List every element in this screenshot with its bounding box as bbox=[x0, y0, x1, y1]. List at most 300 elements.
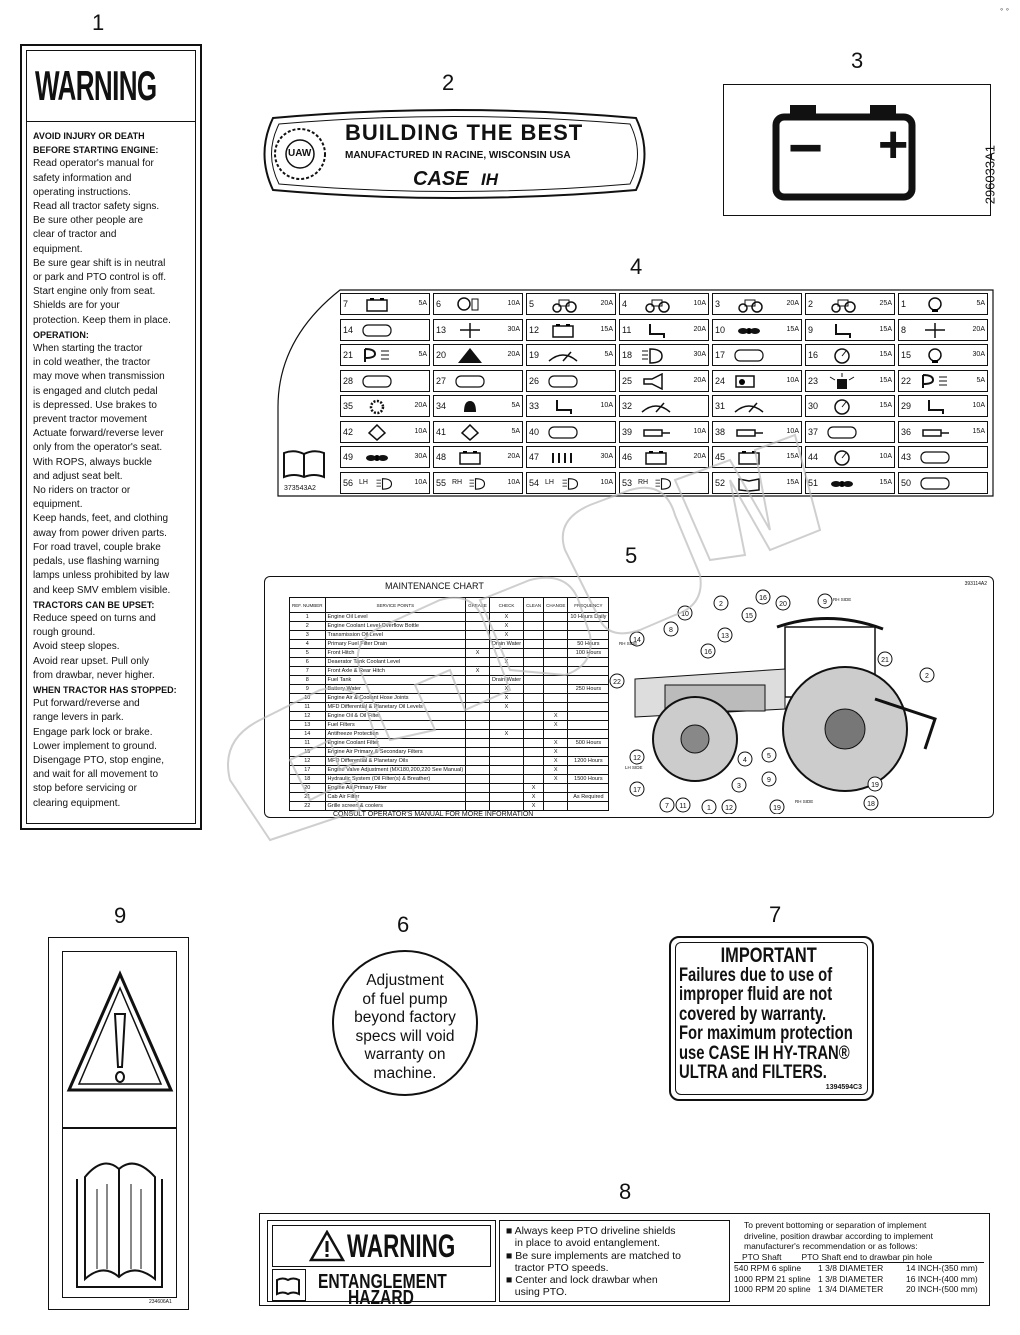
maintenance-cell bbox=[568, 712, 609, 721]
gauge-icon bbox=[826, 449, 858, 466]
callout-1 bbox=[702, 800, 716, 814]
blank-icon bbox=[733, 347, 765, 364]
maintenance-cell: 2 bbox=[290, 622, 326, 631]
maintenance-cell bbox=[466, 775, 490, 784]
fuse-number: 44 bbox=[808, 452, 819, 462]
fuse-number: 40 bbox=[529, 426, 540, 437]
decal-warning-safety bbox=[20, 44, 202, 830]
maintenance-cell bbox=[489, 748, 523, 757]
warning-line: Lower implement to ground. bbox=[33, 740, 157, 752]
svg-text:17: 17 bbox=[633, 787, 641, 794]
maintenance-cell bbox=[544, 802, 568, 811]
maintenance-cell: Engine Air Primary & Secondary Filters bbox=[325, 748, 466, 757]
fuse-cell-51 bbox=[805, 472, 895, 494]
hazard-line-1: ENTANGLEMENT bbox=[318, 1271, 447, 1293]
warning-line: Start engine only from seat. bbox=[33, 286, 156, 298]
fuse-cell-55 bbox=[433, 472, 523, 494]
fuse-cell-32 bbox=[619, 395, 709, 417]
maintenance-cell bbox=[466, 739, 490, 748]
fuse-cell-42 bbox=[340, 421, 430, 443]
fuse-cell-17 bbox=[712, 344, 802, 366]
fuse-number: 50 bbox=[901, 477, 912, 488]
fuse-cell-15 bbox=[898, 344, 988, 366]
fuel-pump-line: of fuel pump bbox=[362, 990, 448, 1008]
fuse-number: 18 bbox=[622, 350, 633, 360]
callout-21 bbox=[878, 652, 892, 666]
part-label-1: 1 bbox=[92, 10, 105, 35]
maintenance-row bbox=[290, 757, 609, 766]
fuse-amperage: 10A bbox=[693, 300, 706, 307]
fuse-cell-37 bbox=[805, 421, 895, 443]
fuse-number: 34 bbox=[436, 401, 447, 411]
svg-text:15: 15 bbox=[745, 613, 753, 620]
maintenance-cell: X bbox=[489, 685, 523, 694]
fuse-number: 22 bbox=[901, 375, 912, 386]
rh-side-label-1: RH SIDE bbox=[619, 641, 638, 646]
small-book-icon bbox=[273, 1270, 303, 1298]
maintenance-cell bbox=[524, 676, 544, 685]
fuse-amperage: 10A bbox=[600, 402, 613, 409]
drawbar-cell: 14 INCH-(350 mm) bbox=[905, 1263, 978, 1273]
maintenance-cell bbox=[466, 712, 490, 721]
fuel-pump-line: machine. bbox=[373, 1064, 437, 1082]
maintenance-cell: X bbox=[544, 757, 568, 766]
maintenance-cell bbox=[524, 730, 544, 739]
drawbar-intro-line: To prevent bottoming or separation of implement bbox=[744, 1220, 927, 1230]
battery-icon bbox=[640, 449, 672, 466]
maintenance-cell: Fuel Tank bbox=[325, 676, 466, 685]
radio-icon bbox=[733, 373, 765, 390]
maintenance-cell bbox=[524, 649, 544, 658]
case-brand: CASE bbox=[413, 168, 469, 190]
fuse-amperage: 30A bbox=[600, 453, 613, 460]
maintenance-row bbox=[290, 613, 609, 622]
fuse-cell-31 bbox=[712, 395, 802, 417]
fuse-amperage: 20A bbox=[693, 325, 706, 333]
manual-box bbox=[272, 1269, 306, 1301]
maintenance-cell bbox=[489, 739, 523, 748]
maintenance-cell bbox=[544, 631, 568, 640]
fuse-number: 13 bbox=[436, 324, 447, 335]
maintenance-cell bbox=[544, 622, 568, 631]
fuse-amperage: 15A bbox=[972, 427, 985, 435]
gear-icon bbox=[361, 398, 393, 415]
uaw-label: UAW bbox=[288, 148, 312, 159]
maintenance-cell: 6 bbox=[290, 658, 326, 667]
fuse-number: 55 bbox=[436, 477, 447, 488]
fuse-number: 49 bbox=[343, 452, 354, 462]
svg-text:18: 18 bbox=[867, 801, 875, 808]
maintenance-cell bbox=[466, 757, 490, 766]
fuse-number: 53 bbox=[622, 477, 633, 488]
maintenance-cell bbox=[524, 775, 544, 784]
maintenance-cell bbox=[466, 730, 490, 739]
park-icon bbox=[361, 347, 393, 364]
fuse-number: 4 bbox=[622, 299, 628, 309]
part-code: 296033A1 bbox=[982, 145, 997, 205]
maintenance-row bbox=[290, 694, 609, 703]
hazard-icon bbox=[454, 347, 486, 364]
maintenance-cell: 5 bbox=[290, 649, 326, 658]
maintenance-cell: 17 bbox=[290, 766, 326, 775]
maintenance-cell: Drain Water bbox=[489, 676, 523, 685]
seat-icon bbox=[826, 322, 858, 339]
maintenance-cell bbox=[544, 685, 568, 694]
maintenance-cell: X bbox=[544, 766, 568, 775]
bell-icon bbox=[454, 398, 486, 415]
maintenance-cell: 11 bbox=[290, 703, 326, 712]
maintenance-row bbox=[290, 667, 609, 676]
fan-icon bbox=[361, 449, 393, 466]
warning-line: equipment. bbox=[33, 499, 83, 511]
fuse-cell-49 bbox=[340, 446, 430, 468]
fuse-cell-38 bbox=[712, 421, 802, 443]
svg-text:20: 20 bbox=[779, 601, 787, 608]
maintenance-cell: 50 Hours bbox=[568, 640, 609, 649]
maintenance-cell bbox=[489, 721, 523, 730]
maintenance-cell: Deaerator Tank Coolant Level bbox=[325, 658, 466, 667]
maintenance-row bbox=[290, 766, 609, 775]
horn-icon bbox=[640, 373, 672, 390]
blank-icon bbox=[361, 322, 393, 339]
warning-line: Put forward/reverse and bbox=[33, 698, 140, 710]
drawbar-cell: 20 INCH-(500 mm) bbox=[905, 1284, 978, 1294]
seat-icon bbox=[640, 322, 672, 339]
maintenance-cell bbox=[544, 640, 568, 649]
wiper-icon bbox=[733, 398, 765, 415]
fuse-number: 16 bbox=[808, 350, 819, 360]
callout-9 bbox=[762, 772, 776, 786]
fuse-number: 37 bbox=[808, 426, 819, 437]
decal-warning-manual bbox=[48, 937, 189, 1310]
maintenance-cell: Cab Air Filter bbox=[325, 793, 466, 802]
fuse-number: 9 bbox=[808, 324, 814, 335]
drawbar-cell: 1 3/4 DIAMETER bbox=[818, 1284, 884, 1294]
blank-icon bbox=[454, 373, 486, 390]
maintenance-row bbox=[290, 703, 609, 712]
warning-line: equipment. bbox=[33, 243, 83, 255]
fuse-cell-47 bbox=[526, 446, 616, 468]
maintenance-cell: X bbox=[544, 775, 568, 784]
maintenance-row bbox=[290, 739, 609, 748]
fuse-number: 10 bbox=[715, 324, 726, 335]
fuse-cell-21 bbox=[340, 344, 430, 366]
fuse-number: 24 bbox=[715, 375, 726, 386]
maintenance-cell: Transmission Oil Level bbox=[325, 631, 466, 640]
maintenance-cell: 21 bbox=[290, 793, 326, 802]
maintenance-row bbox=[290, 631, 609, 640]
svg-text:13: 13 bbox=[721, 633, 729, 640]
fuse-amperage: 30A bbox=[507, 325, 520, 333]
maintenance-cell: Engine Air & Coolant Hose Joints bbox=[325, 694, 466, 703]
decal-important-fluid bbox=[669, 936, 874, 1101]
pto-line: ■ Always keep PTO driveline shields bbox=[506, 1225, 676, 1237]
maintenance-cell: 10 Hours Daily bbox=[568, 613, 609, 622]
drawbar-cell: 1 3/8 DIAMETER bbox=[818, 1263, 884, 1273]
maintenance-cell bbox=[466, 802, 490, 811]
light-ctrl-icon bbox=[454, 296, 486, 313]
callout-9 bbox=[818, 594, 832, 608]
maintenance-header-cell: CLEAN bbox=[524, 598, 544, 613]
fuse-amperage: 30A bbox=[414, 453, 427, 460]
maintenance-cell: 22 bbox=[290, 802, 326, 811]
drawbar-row bbox=[734, 1284, 984, 1295]
maintenance-cell: X bbox=[544, 748, 568, 757]
pto-line: in place to avoid entanglement. bbox=[506, 1237, 661, 1250]
fuse-amperage: 10A bbox=[879, 453, 892, 460]
important-code: 1394594C3 bbox=[825, 1084, 862, 1091]
maintenance-cell bbox=[568, 703, 609, 712]
svg-text:12: 12 bbox=[725, 805, 733, 812]
maintenance-cell: X bbox=[489, 694, 523, 703]
plus-icon bbox=[919, 322, 951, 339]
fuse-number: 51 bbox=[808, 477, 819, 488]
seat-icon bbox=[919, 398, 951, 415]
bulb-icon bbox=[919, 347, 951, 364]
warning-line: Engage park lock or brake. bbox=[33, 726, 153, 738]
fuse-amperage: 5A bbox=[976, 376, 985, 384]
maintenance-cell bbox=[568, 631, 609, 640]
maintenance-cell bbox=[544, 658, 568, 667]
fuse-cell-54 bbox=[526, 472, 616, 494]
fuse-number: 56 bbox=[343, 477, 354, 488]
blank-icon bbox=[826, 424, 858, 441]
maintenance-cell: Antifreeze Protection bbox=[325, 730, 466, 739]
warning-line: and keep SMV emblem visible. bbox=[33, 584, 171, 596]
maintenance-cell bbox=[568, 676, 609, 685]
manual-symbol-panel bbox=[62, 1128, 177, 1298]
warning-line: prevent tractor movement bbox=[33, 414, 147, 426]
decal-fuse-chart bbox=[270, 289, 994, 497]
fuse-cell-19 bbox=[526, 344, 616, 366]
battery-minus: − bbox=[788, 114, 824, 181]
fuse-cell-25 bbox=[619, 370, 709, 392]
svg-text:21: 21 bbox=[881, 657, 889, 664]
corner-mark: ◦ ◦ bbox=[1000, 4, 1009, 14]
warning-symbol-panel bbox=[62, 951, 177, 1128]
maintenance-header-cell: CHECK bbox=[489, 598, 523, 613]
maintenance-cell: 12 bbox=[290, 712, 326, 721]
diamond-icon bbox=[454, 424, 486, 441]
maintenance-cell: 1 bbox=[290, 613, 326, 622]
fuse-cell-22 bbox=[898, 370, 988, 392]
svg-text:16: 16 bbox=[759, 595, 767, 602]
maintenance-row bbox=[290, 730, 609, 739]
warning-line: Read operator's manual for bbox=[33, 158, 154, 170]
maintenance-cell: 1500 Hours bbox=[568, 775, 609, 784]
fuse-number: 28 bbox=[343, 375, 354, 386]
fuse-cell-45 bbox=[712, 446, 802, 468]
maintenance-cell bbox=[544, 784, 568, 793]
fuse-amperage: 15A bbox=[879, 376, 892, 384]
fan-icon bbox=[826, 475, 858, 492]
maintenance-cell bbox=[466, 631, 490, 640]
lamp-icon bbox=[654, 475, 678, 492]
warning-line: protection. Keep them in place. bbox=[33, 314, 171, 326]
maintenance-cell: X bbox=[466, 667, 490, 676]
fuse-cell-44 bbox=[805, 446, 895, 468]
warning-line: Reduce speed on turns and bbox=[33, 612, 156, 624]
callout-19 bbox=[770, 800, 784, 814]
callout-3 bbox=[732, 778, 746, 792]
fuse-cell-6 bbox=[433, 293, 523, 315]
tractor-icon bbox=[640, 296, 672, 313]
maintenance-cell: 1200 Hours bbox=[568, 757, 609, 766]
fuel-pump-line: beyond factory bbox=[354, 1009, 456, 1026]
maintenance-cell bbox=[489, 784, 523, 793]
maintenance-header-cell: FREQUENCY bbox=[568, 598, 609, 613]
maintenance-cell bbox=[524, 685, 544, 694]
svg-text:1: 1 bbox=[707, 805, 711, 812]
fuse-amperage: 15A bbox=[879, 351, 892, 358]
fuse-number: 43 bbox=[901, 452, 912, 462]
fuse-cell-2 bbox=[805, 293, 895, 315]
maintenance-cell bbox=[524, 667, 544, 676]
fuse-number: 29 bbox=[901, 401, 912, 411]
maintenance-row bbox=[290, 775, 609, 784]
maintenance-cell bbox=[544, 613, 568, 622]
fuse-cell-53 bbox=[619, 472, 709, 494]
drawbar-cell: 1000 RPM 21 spline bbox=[734, 1273, 811, 1284]
maintenance-title: MAINTENANCE CHART bbox=[385, 581, 484, 591]
warning-line: and wait for all movement to bbox=[33, 769, 159, 781]
fuse-cell-4 bbox=[619, 293, 709, 315]
fuse-cell-18 bbox=[619, 344, 709, 366]
warning-line: and adjust seat belt. bbox=[33, 470, 123, 482]
fuse-cell-7 bbox=[340, 293, 430, 315]
fuse-cell-33 bbox=[526, 395, 616, 417]
badge-subtitle: MANUFACTURED IN RACINE, WISCONSIN USA bbox=[345, 150, 571, 161]
wiper-icon bbox=[547, 347, 579, 364]
warning-line: is depressed. Use brakes to bbox=[33, 399, 157, 411]
warning-line: WHEN TRACTOR HAS STOPPED: bbox=[33, 684, 177, 695]
fuse-number: 12 bbox=[529, 324, 540, 335]
warning-line: away from power driven parts. bbox=[33, 527, 167, 539]
fuse-cell-50 bbox=[898, 472, 988, 494]
plus-icon bbox=[454, 322, 486, 339]
fuse-cell-5 bbox=[526, 293, 616, 315]
important-line: IMPORTANT bbox=[720, 944, 817, 967]
fuse-number: 54 bbox=[529, 477, 540, 488]
fuse-number: 26 bbox=[529, 375, 540, 386]
maintenance-cell: X bbox=[544, 721, 568, 730]
maintenance-cell bbox=[524, 658, 544, 667]
fuse-number: 45 bbox=[715, 452, 726, 462]
fuse-number: 14 bbox=[343, 324, 354, 335]
fuse-number: 35 bbox=[343, 401, 354, 411]
callout-13 bbox=[718, 628, 732, 642]
fuse-cell-14 bbox=[340, 319, 430, 341]
maintenance-cell bbox=[568, 802, 609, 811]
fuse-cell-13 bbox=[433, 319, 523, 341]
warning-line: operating instructions. bbox=[33, 186, 131, 198]
svg-text:11: 11 bbox=[679, 803, 687, 810]
drawbar-intro-line: driveline, position drawbar according to implement bbox=[744, 1230, 933, 1241]
warning-line: TRACTORS CAN BE UPSET: bbox=[33, 599, 155, 610]
fuse-number: 15 bbox=[901, 350, 912, 360]
warning-line: or park and PTO control is off. bbox=[33, 272, 167, 284]
drawbar-row bbox=[734, 1274, 984, 1285]
fuse-cell-27 bbox=[433, 370, 523, 392]
warning-line: AVOID INJURY OR DEATH bbox=[33, 131, 145, 141]
maintenance-cell bbox=[544, 694, 568, 703]
callout-4 bbox=[738, 752, 752, 766]
pto-line: tractor PTO speeds. bbox=[506, 1261, 609, 1274]
maintenance-cell: 10 bbox=[290, 694, 326, 703]
park-icon bbox=[919, 373, 951, 390]
fuse-number: 48 bbox=[436, 452, 447, 462]
fuse-side: LH bbox=[545, 478, 554, 486]
svg-text:2: 2 bbox=[925, 673, 929, 680]
maintenance-row bbox=[290, 622, 609, 631]
fuse-amperage: 15A bbox=[786, 325, 799, 333]
maintenance-cell: Front Axle & Rear Hitch bbox=[325, 667, 466, 676]
battery-icon bbox=[547, 322, 579, 339]
maintenance-cell: 7 bbox=[290, 667, 326, 676]
svg-text:8: 8 bbox=[669, 627, 673, 634]
fuse-amperage: 15A bbox=[600, 325, 613, 333]
warning-line: only from the operator's seat. bbox=[33, 442, 163, 454]
svg-text:19: 19 bbox=[773, 805, 781, 812]
maintenance-cell bbox=[466, 622, 490, 631]
fuse-number: 33 bbox=[529, 401, 540, 411]
drawbar-cell: 16 INCH-(400 mm) bbox=[905, 1273, 978, 1284]
fuse-amperage: 5A bbox=[511, 402, 520, 409]
maintenance-cell: 11 bbox=[290, 739, 326, 748]
maintenance-cell bbox=[544, 703, 568, 712]
fuse-amperage: 25A bbox=[879, 300, 892, 307]
callout-2 bbox=[920, 668, 934, 682]
fuse-cell-11 bbox=[619, 319, 709, 341]
warning-line: When starting the tractor bbox=[33, 343, 143, 355]
maintenance-cell bbox=[568, 694, 609, 703]
maintenance-footer: CONSULT OPERATOR'S MANUAL FOR MORE INFORMATION bbox=[333, 811, 534, 818]
warning-line: clear of tractor and bbox=[33, 229, 117, 241]
maintenance-cell bbox=[524, 622, 544, 631]
maintenance-cell: X bbox=[544, 739, 568, 748]
svg-text:14: 14 bbox=[633, 637, 641, 644]
callout-12 bbox=[722, 800, 736, 814]
gauge-icon bbox=[826, 347, 858, 364]
fuel-pump-line: warranty on bbox=[364, 1046, 446, 1063]
battery-plus: + bbox=[878, 116, 909, 174]
battery-icon bbox=[454, 449, 486, 466]
maintenance-cell: Engine Valve Adjustment (MX180,200,220 See Manual) bbox=[325, 766, 466, 775]
fuse-number: 2 bbox=[808, 299, 814, 309]
drawbar-cell: 1000 RPM 20 spline bbox=[734, 1284, 811, 1294]
fuse-cell-23 bbox=[805, 370, 895, 392]
svg-text:10: 10 bbox=[681, 611, 689, 618]
maintenance-cell bbox=[466, 694, 490, 703]
operator-manual-icon bbox=[63, 1129, 176, 1297]
fuse-cell-16 bbox=[805, 344, 895, 366]
fuse-cell-12 bbox=[526, 319, 616, 341]
maintenance-header-cell: REF. NUMBER bbox=[290, 598, 326, 613]
drawbar-cell: 1 3/8 DIAMETER bbox=[818, 1273, 884, 1284]
maintenance-cell bbox=[568, 748, 609, 757]
fuse-amperage: 5A bbox=[511, 427, 520, 435]
decal-building-the-best bbox=[253, 108, 656, 200]
maintenance-cell: 100 Hours bbox=[568, 649, 609, 658]
maintenance-cell bbox=[524, 631, 544, 640]
maintenance-cell: X bbox=[489, 631, 523, 640]
fuel-pump-text bbox=[334, 952, 476, 1083]
warning-line: OPERATION: bbox=[33, 329, 89, 340]
maintenance-cell: X bbox=[466, 649, 490, 658]
maintenance-cell bbox=[568, 784, 609, 793]
maintenance-cell bbox=[568, 658, 609, 667]
fuse-number: 3 bbox=[715, 299, 721, 309]
